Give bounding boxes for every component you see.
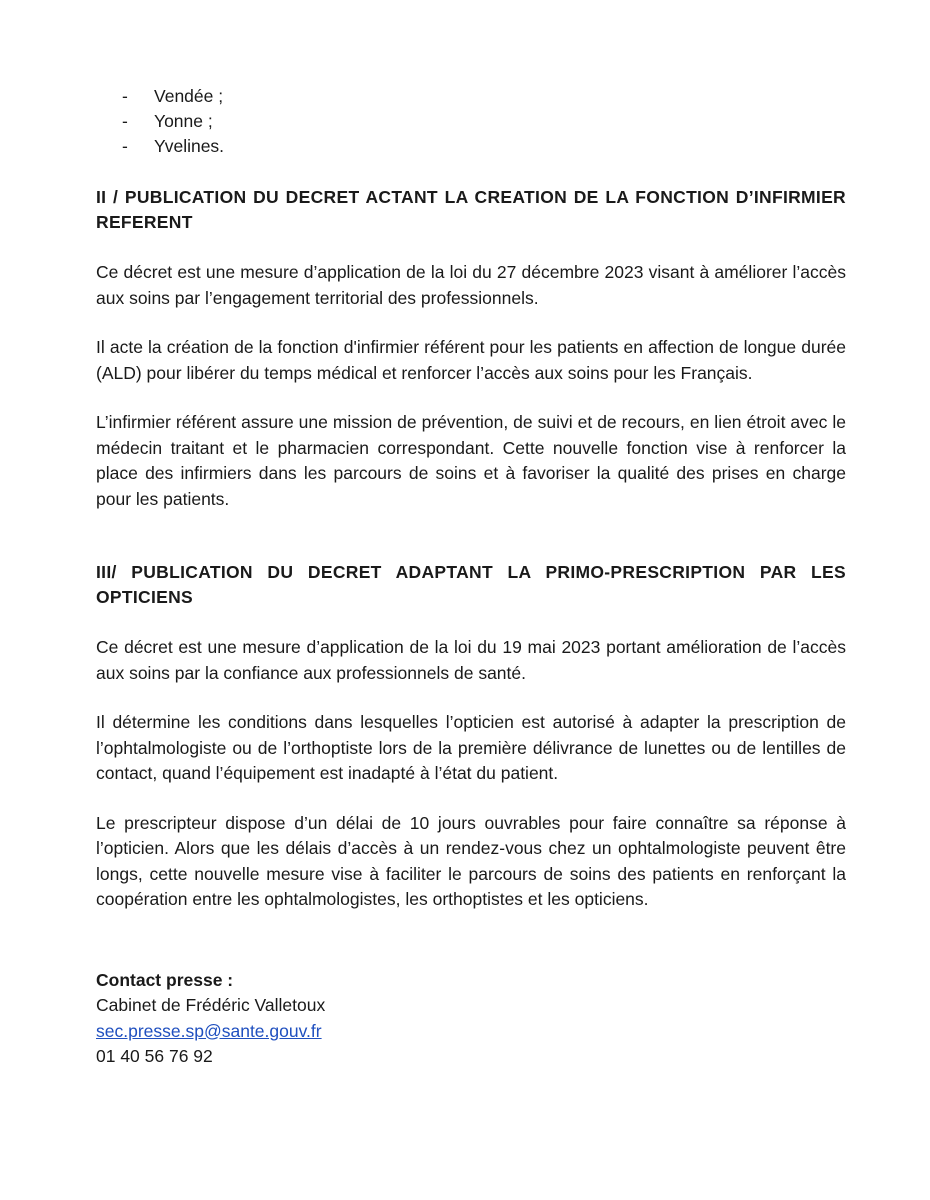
list-dash: - — [122, 111, 128, 131]
contact-email-link[interactable]: sec.presse.sp@sante.gouv.fr — [96, 1020, 322, 1041]
list-dash: - — [122, 136, 128, 156]
section-2-paragraph-3: L’infirmier référent assure une mission de prévention, de suivi et de recours, en lien étroit avec le médecin traitant et le pharmacien correspondant. Cette nouvelle fonction vise à renforcer la place des infirmiers dans les parcours de soins et à favoriser la qualité des prises en charge pour les patients. — [96, 412, 846, 509]
document-page — [96, 84, 846, 1070]
section-2-paragraph-1: Ce décret est une mesure d’application de la loi du 27 décembre 2023 visant à améliorer l’accès aux soins par l’engagement territorial des professionnels. — [96, 262, 846, 308]
list-item-text: Yonne ; — [154, 111, 213, 131]
contact-label: Contact presse : — [96, 969, 234, 990]
section-2-paragraph-2: Il acte la création de la fonction d'infirmier référent pour les patients en affection de longue durée (ALD) pour libérer du temps médical et renforcer l’accès aux soins pour les Français. — [96, 337, 846, 383]
section-3-paragraph-1: Ce décret est une mesure d’application de la loi du 19 mai 2023 portant amélioration de l’accès aux soins par la confiance aux professionnels de santé. — [96, 637, 846, 683]
section-3-paragraph-3: Le prescripteur dispose d’un délai de 10 jours ouvrables pour faire connaître sa réponse à l’opticien. Alors que les délais d’accès à un rendez-vous chez un ophtalmologiste peuvent être longs, cette nouvelle mesure vise à faciliter le parcours de soins des patients en renforçant la coopération entre les ophtalmologistes, les orthoptistes et les opticiens. — [96, 812, 846, 909]
section-3-paragraph-2: Il détermine les conditions dans lesquelles l’opticien est autorisé à adapter la prescription de l’ophtalmologiste ou de l’orthoptiste lors de la première délivrance de lunettes ou de lentilles de contact, quand l’équipement est inadapté à l’état du patient. — [96, 712, 846, 783]
list-item — [96, 84, 846, 109]
list-item — [96, 134, 846, 159]
list-dash: - — [122, 86, 128, 106]
department-list — [96, 84, 846, 159]
list-item-text: Vendée ; — [154, 86, 224, 106]
section-2-heading: II / PUBLICATION DU DECRET ACTANT LA CREATION DE LA FONCTION D’INFIRMIER REFERENT — [96, 187, 846, 232]
contact-phone: 01 40 56 76 92 — [96, 1046, 213, 1066]
section-3-heading: III/ PUBLICATION DU DECRET ADAPTANT LA PRIMO-PRESCRIPTION PAR LES OPTICIENS — [96, 562, 846, 607]
list-item — [96, 109, 846, 134]
press-contact — [96, 968, 846, 1070]
contact-name: Cabinet de Frédéric Valletoux — [96, 995, 326, 1015]
list-item-text: Yvelines. — [154, 136, 225, 156]
